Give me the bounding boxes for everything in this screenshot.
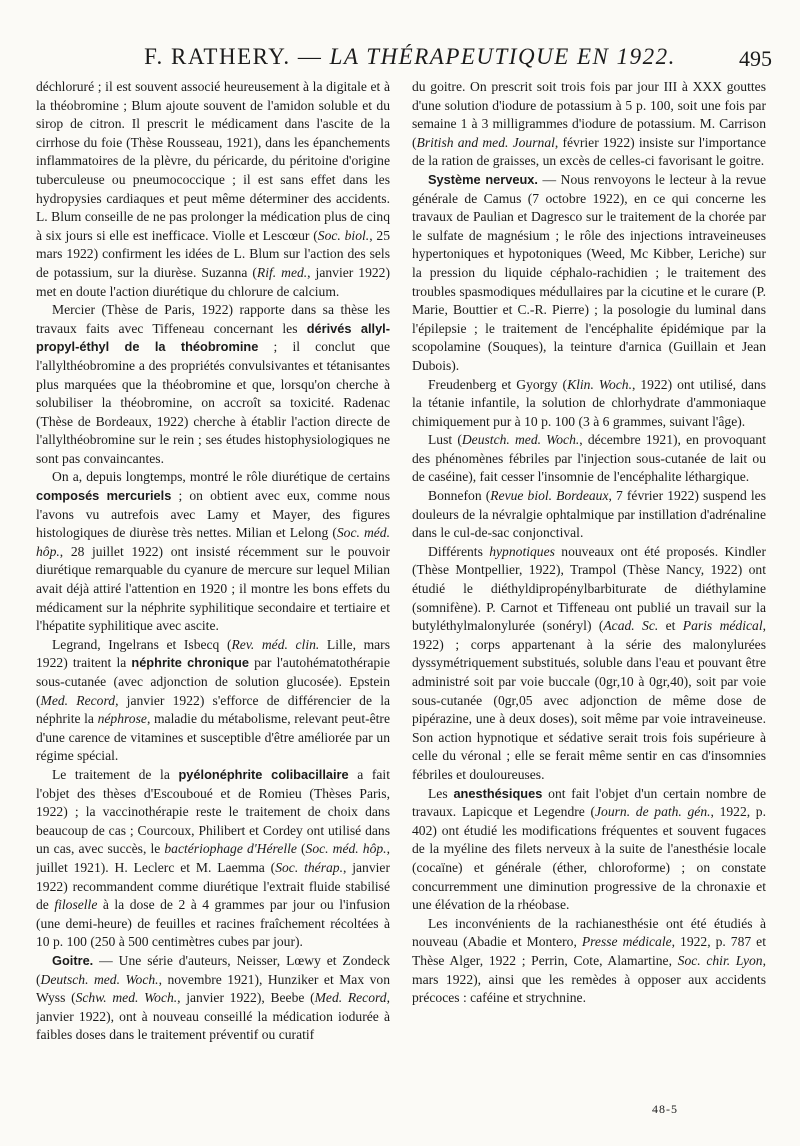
- left-column: [36, 78, 390, 1098]
- paragraph-anesthetics: Les anesthésiques ont fait l'objet d'un certain nombre de travaux. Lapicque et Legendre (Journ. de path. gén., 1922, p. 402) ont étudié les modifications fréquentes et souvent fugaces de la myéline des filets nerveux à la suite de l'anesthésie locale (cocaïne) et générale (éther, chloroforme) ; on constate concurremment une diminution progressive de la chronaxie et une élévation de la rhéobase.: [412, 785, 766, 913]
- paragraph-goitre-continued: du goitre. On prescrit soit trois fois par jour III à XXX gouttes d'une solution d'iodure de potassium à 5 p. 100, soit une fois par semaine 1 à 3 milligrammes d'iodure de potassium. M. Carrison (British and med. Journal, février 1922) insiste sur l'importance de la ration de graisses, un excès de celles-ci favorisant le goitre.: [412, 79, 766, 169]
- page-number: 495: [739, 46, 772, 71]
- page-header: [40, 44, 780, 78]
- paragraph-infantile-tetany: Freudenberg et Gyorgy (Klin. Woch., 1922) ont utilisé, dans la tétanie infantile, la solution de chlorhydrate d'ammoniaque chimiquement pur à 10 p. 100 (3 à 6 grammes, suivant l'âge).: [412, 376, 766, 429]
- paragraph-spinal-anesthesia: Les inconvénients de la rachianesthésie ont été étudiés à nouveau (Abadie et Montero, Presse médicale, 1922, p. 787 et Thèse Alger, 1922 ; Perrin, Cote, Alamartine, Soc. chir. Lyon, mars 1922), ainsi que les remèdes à opposer aux accidents précoces : caféine et strychnine.: [412, 915, 766, 1006]
- paragraph-theobromine: Mercier (Thèse de Paris, 1922) rapporte dans sa thèse les travaux faits avec Tiffeneau concernant les dérivés allyl-propyl-éthyl de la théobromine ; il conclut que l'allylthéobromine a des propriétés convulsivantes et tétanisantes plus marquées que la théobromine et que, lorsqu'on cherche à solubiliser la théobromine, on accroît sa toxicité. Radenac (Thèse de Bordeaux, 1922) cherche à établir l'action directe de l'allylthéobromine sur le rein ; ses études histophysiologiques ne sont pas convaincantes.: [36, 302, 390, 466]
- running-title: [40, 44, 780, 70]
- header-title: LA THÉRAPEUTIQUE EN 1922.: [329, 44, 676, 69]
- paragraph-goitre: Goitre. — Une série d'auteurs, Neisser, Lœwy et Zondeck (Deutsch. med. Woch., novembre 1921), Hunziker et Max von Wyss (Schw. med. Woch., janvier 1922), Beebe (Med. Record, janvier 1922), ont à nouveau conseillé la médication iodurée à faibles doses dans le traitement préventif ou curatif: [36, 952, 390, 1043]
- paragraph-chronic-nephritis: Legrand, Ingelrans et Isbecq (Rev. méd. clin. Lille, mars 1922) traitent la néphrite chronique par l'autohématothérapie sous-cutanée (avec adjonction de solution glucosée). Epstein (Med. Record, janvier 1922) s'efforce de différencier de la néphrite la néphrose, maladie du métabolisme, relevant peut-être d'une carence de vitamines et susceptible d'être améliorée par un régime spécial.: [36, 636, 390, 764]
- printer-signature: 48-5: [652, 1102, 678, 1116]
- paragraph-ophthalmic-neuralgia: Bonnefon (Revue biol. Bordeaux, 7 février 1922) suspend les douleurs de la névralgie ophtalmique par instillation d'adrénaline dans le cul-de-sac conjonctival.: [412, 488, 766, 541]
- paragraph-lethargic-encephalitis: Lust (Deustch. med. Woch., décembre 1921), en provoquant des phénomènes fébriles par l'injection sous-cutanée de lait ou de caséine), fait cesser l'insomnie de l'encéphalite léthargique.: [412, 432, 766, 485]
- paragraph-nervous-system: Système nerveux. — Nous renvoyons le lecteur à la revue générale de Camus (7 octobre 1922), en ce qui concerne les travaux de Paulian et Dagresco sur le traitement de la chorée par le sulfate de magnésium ; le rôle des injections intraveineuses hypertoniques et hypotoniques (Weed, Mc Kibber, Leriche) sur la pression du liquide céphalo-rachidien ; le traitement des troubles spasmodiques médullaires par la cicutine et le curare (P. Marie, Bouttier et C.-R. Pierre) ; la posologie du luminal dans l'épilepsie ; le traitement de l'encéphalite épidémique par la scopolamine (Souques), la teinture d'arnica (Guillain et Jean Dubois).: [412, 171, 766, 373]
- paragraph-hypnotics: Différents hypnotiques nouveaux ont été proposés. Kindler (Thèse Montpellier, 1922), Trampol (Thèse Nancy, 1922) ont étudié le diéthyldipropénylbarbiturate de diéthylamine (somnifène). P. Carnot et Tiffeneau ont publié un travail sur la butyléthylmalonylurée (sonéryl) (Acad. Sc. et Paris médical, 1922) ; corps appartenant à la série des malonylurées dyssymétriquement substitués, soluble dans l'eau et pouvant être administré soit par voie buccale (0gr,10 à 0gr,40), soit par voie sous-cutanée (0gr,05 avec adjonction de même dose de pipérazine, une à deux doses), soit même par voie intraveineuse. Son action hypnotique et sédative serait trois fois supérieure à celle du véronal ; elle se ferait même sentir en cas d'insomnies fébriles et douloureuses.: [412, 543, 766, 782]
- header-dash: —: [290, 44, 330, 69]
- paragraph-mercurials: On a, depuis longtemps, montré le rôle diurétique de certains composés mercuriels ; on obtient avec eux, comme nous l'avons vu autrefois avec Lamy et Mayer, des figures histologiques de diurèse très nettes. Milian et Lelong (Soc. méd. hôp., 28 juillet 1922) ont insisté récemment sur le pouvoir diurétique remarquable du cyanure de mercure sur lequel Milian avait déjà attiré l'attention en 1920 ; il montre les bons effets du médicament sur la néphrite syphilitique secondaire et tertiaire et l'hépatite syphilitique avec ascite.: [36, 469, 390, 634]
- paragraph-potassium-diuresis: déchloruré ; il est souvent associé heureusement à la digitale et à la théobromine ; Blum ajoute souvent de l'amidon soluble et du sirop de citron. Il prescrit le médicament dans l'ascite de la cirrhose du foie (Thèse Rousseau, 1921), dans les épanchements inflammatoires de la plèvre, du péricarde, du péritoine d'origine tuberculeuse ou pneumococcique ; il est sans effet dans les hydropysies cardiaques et peut même déterminer des accidents. L. Blum conseille de ne pas prolonger la médication plus de cinq à six jours si elle est inefficace. Violle et Lescœur (Soc. biol., 25 mars 1922) confirment les idées de L. Blum sur l'action des sels de potassium, sur la diurèse. Suzanna (Rif. med., janvier 1922) met en doute l'action diurétique du chlorure de calcium.: [36, 79, 390, 299]
- paragraph-pyelonephritis: Le traitement de la pyélonéphrite colibacillaire a fait l'objet des thèses d'Escouboué et de Romieu (Thèses Paris, 1922) ; la vaccinothérapie reste le traitement de choix dans beaucoup de cas ; Courcoux, Philibert et Cordey ont utilisé dans un cas, avec succès, le bactériophage d'Hérelle (Soc. méd. hôp., juillet 1921). H. Leclerc et M. Laemma (Soc. thérap., janvier 1922) recommandent comme diurétique l'extrait fluide stabilisé de filoselle à la dose de 2 à 4 grammes par jour ou l'infusion (une demi-heure) de feuilles et racines fraîchement récoltées à 10 p. 100 (250 à 500 centimètres cubes par jour).: [36, 766, 390, 950]
- right-column: [412, 78, 766, 1098]
- header-author: F. RATHERY.: [144, 44, 291, 69]
